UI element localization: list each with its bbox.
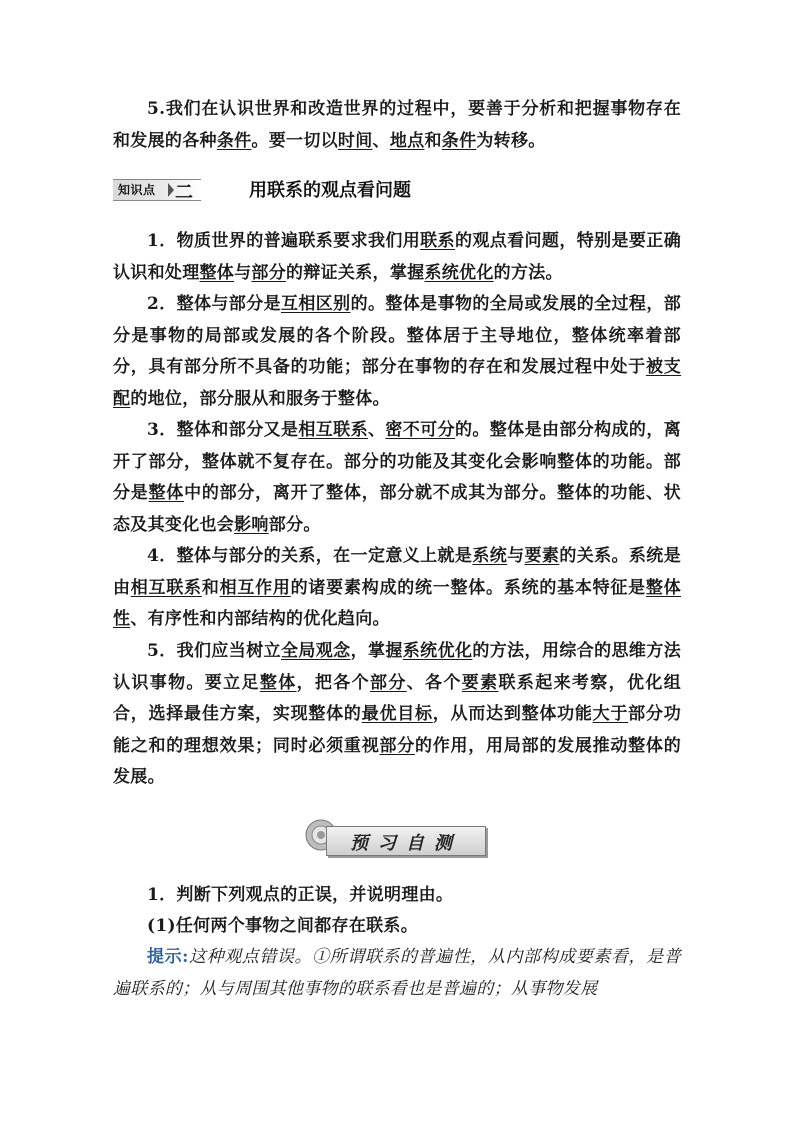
- text-run: ，从而达到整体功能: [432, 704, 593, 724]
- underlined-term: 整体: [259, 672, 297, 693]
- tag-label: 知识点: [118, 183, 156, 197]
- text-run: 1．物质世界的普遍联系要求我们用: [147, 231, 421, 251]
- hint-colon: :: [182, 947, 189, 967]
- text-run: 2．整体与部分是: [147, 294, 281, 314]
- underlined-term: 相互作用: [219, 577, 291, 598]
- underlined-term: 部分: [251, 262, 287, 283]
- section-heading: [113, 176, 681, 202]
- text-run: 的。整体是事物的全局或发展的全过程，部分是事物的局部或发展的各个阶段。整体居于主导地位，整体统率着部分，具有部分所不具备的功能；部分在事物的存在和发展过程中处于: [113, 294, 682, 377]
- text-run: 部分。: [268, 514, 321, 535]
- text-run: 5．我们应当树立: [147, 641, 281, 661]
- underlined-term: 互相区别: [281, 294, 351, 314]
- text-run: 3．整体和部分又是: [147, 420, 299, 440]
- text-run: 与: [234, 262, 252, 283]
- text-run: 。要一切以: [251, 130, 338, 151]
- underlined-term: 系统优化: [402, 641, 473, 661]
- banner-box: [326, 826, 486, 856]
- paragraph-1: [113, 226, 681, 289]
- hint-text: 这种观点错误。①所谓联系的普遍性，从内部构成要素看，是普遍联系的；从与周围其他事物的联系看也是普遍的；从事物发展: [113, 947, 681, 999]
- text-run: 的观点看问题，特别是要正确认识和处理: [113, 231, 681, 283]
- text-run: 、有序性和内部结构的优化趋向。: [130, 609, 390, 629]
- banner-title: 预习自测: [350, 833, 462, 854]
- underlined-term: 整体性: [113, 577, 681, 629]
- text-run: 的诸要素构成的统一整体。系统的基本特征是: [290, 577, 646, 598]
- text-run: 的方法，用综合的思维方法认识事物。要立足: [113, 641, 682, 693]
- text-run: 中的部分，离开了整体，部分就不成其为部分。整体的功能、状态及其变化也会: [113, 483, 681, 535]
- underlined-term: 部分: [379, 735, 415, 756]
- underlined-term: 大于: [592, 704, 629, 724]
- knowledge-point-tag: [113, 179, 201, 201]
- underlined-term: 全局观念: [281, 641, 351, 661]
- text-run: 的作用，用局部的发展推动整体的发展。: [113, 735, 681, 787]
- underlined-term: 被支配: [113, 357, 682, 409]
- underlined-term: 系统优化: [424, 262, 494, 283]
- paragraph-4: [113, 541, 681, 636]
- text-run: 的地位，部分服从和服务于整体。: [130, 388, 390, 409]
- hint-label: 提示: [147, 947, 183, 967]
- hint-paragraph: [113, 942, 681, 1005]
- underlined-term: 条件: [216, 130, 252, 151]
- underlined-term: 要素: [524, 546, 560, 566]
- paragraph-3: [113, 415, 681, 541]
- text-run: 的辩证关系，掌握: [286, 262, 425, 283]
- underlined-term: 最优目标: [361, 704, 433, 724]
- underlined-term: 整体: [148, 483, 185, 503]
- tag-number: 二: [175, 182, 193, 203]
- question-1-item-1: [113, 911, 681, 943]
- preview-test-banner: [304, 818, 488, 858]
- paragraph-5: [113, 636, 681, 794]
- question-item-text: (1)任何两个事物之间都存在联系。: [147, 916, 419, 936]
- underlined-term: 密不可分: [385, 420, 455, 440]
- text-run: 为转移。: [476, 130, 546, 151]
- text-run: 联系起来考察，优化组合，选择最佳方案，实现整体的: [113, 672, 681, 724]
- text-run: 和: [424, 130, 442, 151]
- text-run: 的。整体是由部分构成的，离开了部分，整体就不复存在。部分的功能及其变化会影响整体的功能。部分是: [113, 420, 682, 503]
- underlined-term: 影响: [234, 514, 269, 535]
- text-run: 、: [367, 420, 386, 440]
- text-run: 的关系。系统是由: [113, 546, 681, 598]
- text-run: ，掌握: [350, 641, 403, 661]
- question-text: 1．判断下列观点的正误，并说明理由。: [147, 885, 454, 905]
- text-run: 5.我们在认识世界和改造世界的过程中，要善于分析和把握事物存在和发展的各种: [113, 99, 681, 151]
- text-run: 与: [507, 546, 525, 566]
- paragraph-2: [113, 289, 681, 415]
- underlined-term: 系统: [472, 546, 508, 566]
- paragraph-5-top: [113, 94, 681, 157]
- text-run: 和: [201, 577, 220, 598]
- text-run: 4．整体与部分的关系，在一定意义上就是: [147, 546, 473, 566]
- tag-arrow-icon: [168, 183, 174, 197]
- text-run: 、: [372, 130, 390, 151]
- text-run: 部分功能之和的理想效果；同时必须重视: [113, 704, 681, 756]
- underlined-term: 要素: [461, 672, 499, 693]
- underlined-term: 相互联系: [130, 577, 202, 598]
- underlined-term: 地点: [389, 130, 425, 151]
- text-run: 、各个: [406, 672, 462, 693]
- text-run: ，把各个: [296, 672, 370, 693]
- question-1: [113, 880, 681, 912]
- underlined-term: 联系: [420, 231, 455, 251]
- underlined-term: 整体: [199, 262, 235, 283]
- underlined-term: 条件: [441, 130, 477, 151]
- text-run: 的方法。: [493, 262, 563, 283]
- underlined-term: 部分: [369, 672, 407, 693]
- underlined-term: 相互联系: [298, 420, 368, 440]
- section-title: 用联系的观点看问题: [249, 180, 411, 201]
- underlined-term: 时间: [337, 130, 373, 151]
